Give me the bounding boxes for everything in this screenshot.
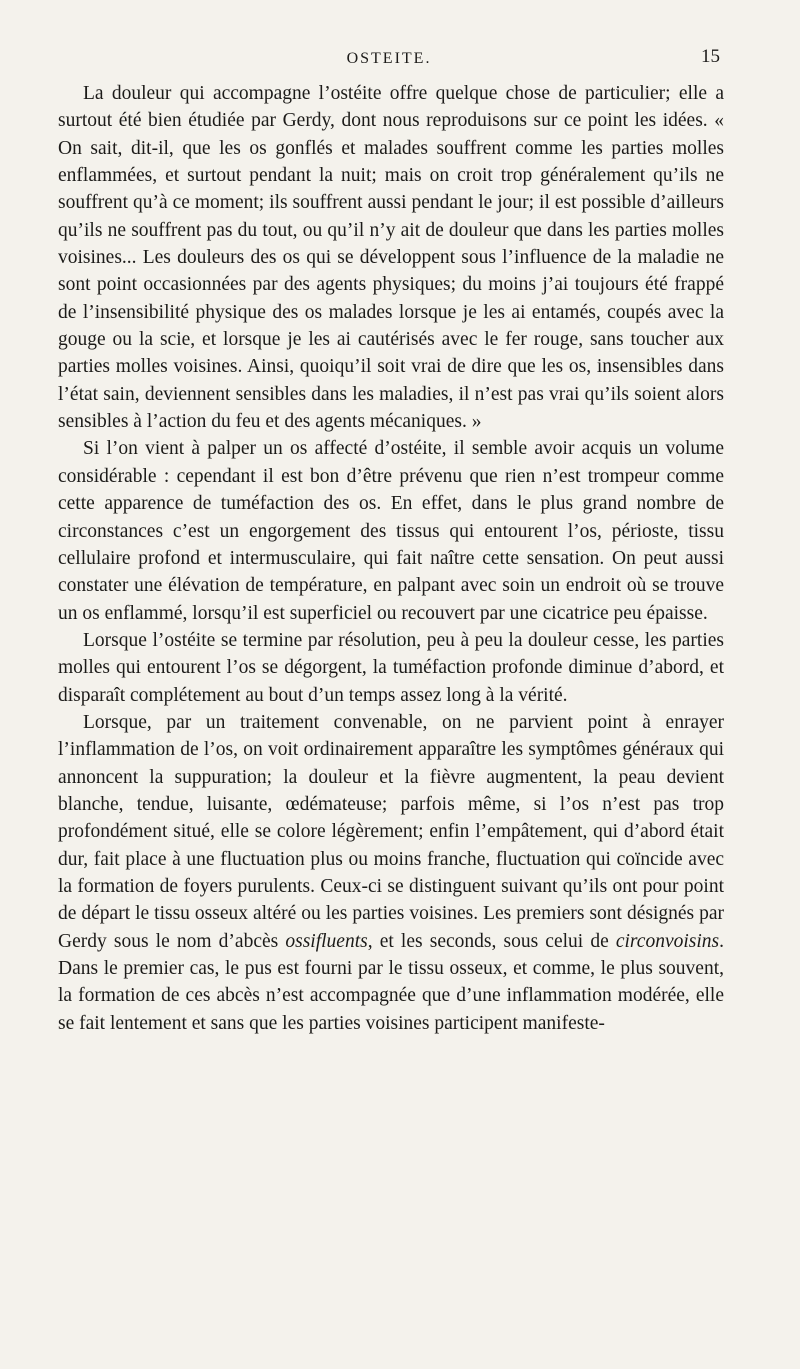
running-title: OSTEITE.	[346, 50, 432, 67]
paragraph-1	[58, 80, 724, 435]
running-head	[58, 46, 720, 72]
paragraph-text: . Dans le premier cas, le pus est fourni par le tissu osseux, et comme, le plus souvent, la formation de ces abcès n’est accompagnée que d’une inflammation modérée, elle se fait lentement et sans que les parties voisines participent manifeste-	[58, 930, 724, 1034]
paragraph-2	[58, 435, 724, 626]
term-ossifluents: ossifluents	[285, 930, 368, 952]
paragraph-text: Si l’on vient à palper un os affecté d’ostéite, il semble avoir acquis un volume considérable : cependant il est bon d’être prévenu que rien n’est trompeur comme cette apparence de tuméfaction des os. En effet, dans le plus grand nombre de circonstances c’est un engorgement des tissus qui entourent l’os, périoste, tissu cellulaire profond et intermusculaire, qui fait naître cette sensation. On peut aussi constater une élévation de température, en palpant avec soin un endroit où se trouve un os enflammé, lorsqu’il est superficiel ou recouvert par une cicatrice peu épaisse.	[58, 438, 724, 624]
paragraph-3	[58, 627, 724, 709]
paragraph-4	[58, 709, 724, 1037]
paragraph-text: Lorsque, par un traitement convenable, on ne parvient point à enrayer l’inflammation de l’os, on voit ordinairement apparaître les symptômes généraux qui annoncent la suppuration; la douleur et la fièvre augmentent, la peau devient blanche, tendue, luisante, œdémateuse; parfois même, si l’os n’est pas trop profondément situé, elle se colore légèrement; enfin l’empâtement, qui d’abord était dur, fait place à une fluctuation plus ou moins franche, fluctuation qui coïncide avec la formation de foyers purulents. Ceux-ci se distinguent suivant qu’ils ont pour point de départ le tissu osseux altéré ou les parties voisines. Les premiers sont désignés par Gerdy sous le nom d’abcès	[58, 711, 724, 952]
body-text	[58, 80, 724, 1037]
paragraph-text: , et les seconds, sous celui de	[367, 930, 616, 952]
term-circonvoisins: circonvoisins	[615, 930, 720, 952]
paragraph-text: Lorsque l’ostéite se termine par résolution, peu à peu la douleur cesse, les parties molles qui entourent l’os se dégorgent, la tuméfaction profonde diminue d’abord, et disparaît complétement au bout d’un temps assez long à la vérité.	[58, 629, 724, 706]
page-number: 15	[701, 46, 720, 67]
paragraph-text: La douleur qui accompagne l’ostéite offre quelque chose de particulier; elle a surtout été bien étudiée par Gerdy, dont nous reproduisons sur ce point les idées. « On sait, dit-il, que les os gonflés et malades souffrent comme les parties molles enflammées, et surtout pendant la nuit; mais on croit trop généralement qu’ils ne souffrent qu’à ce moment; ils souffrent aussi pendant le jour; il est possible d’ailleurs qu’ils ne souffrent pas du tout, ou qu’il n’y ait de douleur que dans les parties molles voisines... Les douleurs des os qui se développent sous l’influence de la maladie ne sont point occasionnées par des agents physiques; du moins j’ai toujours été frappé de l’insensibilité physique des os malades lorsque je les ai entamés, coupés avec la gouge ou la scie, et lorsque je les ai cautérisés avec le fer rouge, sans toucher aux parties molles voisines. Ainsi, quoiqu’il soit vrai de dire que les os, insensibles dans l’état sain, deviennent sensibles dans les maladies, il n’est pas vrai qu’ils soient alors sensibles à l’action du feu et des agents mécaniques. »	[58, 83, 724, 433]
